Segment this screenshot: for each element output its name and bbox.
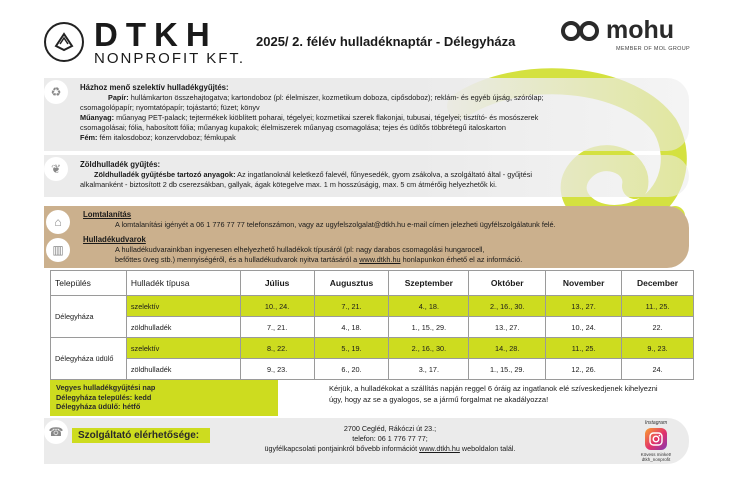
phone-icon: ☎ (44, 420, 68, 444)
date-cell: 6., 20. (314, 359, 389, 380)
paper-line (108, 93, 544, 103)
contact-info-post: weboldalon talál. (459, 444, 516, 453)
header-place: Település (51, 271, 127, 296)
selective-heading: Házhoz menő szelektív hulladékgyűjtés: (80, 83, 229, 92)
header-month: November (546, 271, 622, 296)
sofa-icon: ⌂ (46, 210, 70, 234)
type-cell: zöldhulladék (126, 359, 240, 380)
recycle-icon: ♻ (44, 80, 68, 104)
table-header-row (51, 271, 694, 296)
date-cell: 12., 26. (546, 359, 622, 380)
instagram-block[interactable] (636, 420, 676, 462)
date-cell: 3., 17. (389, 359, 469, 380)
header-month: Szeptember (389, 271, 469, 296)
waste-yard-text: A hulladékudvarainkban ingyenesen elhelyezhető hulladékok típusáról (pl: nagy darabos csomagolási hungarocell, (115, 245, 485, 254)
instagram-handle: dtkh_nonprofit (641, 457, 671, 462)
waste-yard-text-2 (115, 255, 522, 265)
date-cell: 4., 18. (314, 317, 389, 338)
date-cell: 7., 21. (314, 296, 389, 317)
date-cell: 7., 21. (240, 317, 314, 338)
waste-yard-text-pre: befőttes üveg stb.) mennyiségéről, és a hulladékudvarok nyitva tartásáról a (115, 255, 360, 264)
metal-line (80, 133, 236, 143)
contact-address: 2700 Cegléd, Rákóczi út 23.; (343, 424, 437, 433)
date-cell: 10., 24. (240, 296, 314, 317)
leaf-icon: ❦ (44, 157, 68, 181)
header-month: Október (469, 271, 546, 296)
plastic-label: Műanyag: (80, 113, 115, 122)
paper-text: hullámkarton összehajtogatva; kartondoboz (pl: élelmiszer, kozmetikum doboza, cipősdoboz); reklám- és egyéb újság, szórólap; (130, 93, 544, 102)
metal-text: fém italosdoboz; konzervdoboz; fémkupak (99, 133, 236, 142)
mohu-logo-icon (561, 20, 601, 42)
date-cell: 1., 15., 29. (389, 317, 469, 338)
contact-phone: telefon: 06 1 776 77 77; (352, 434, 428, 443)
date-cell: 13., 27. (469, 317, 546, 338)
green-text-2: alkalmanként - biztosított 2 db cserezsákban, gallyak, ágak kötegelve max. 1 m hosszúságig, max. 5 cm átmérőig helyezhetők ki. (80, 180, 497, 189)
green-line (94, 170, 532, 180)
waste-yard-text-post: honlapunkon érhető el az információ. (400, 255, 523, 264)
waste-yard-heading: Hulladékudvarok (83, 235, 146, 244)
date-cell: 10., 24. (546, 317, 622, 338)
contact-label: Szolgáltató elérhetősége: (72, 428, 210, 443)
collection-note: Kérjük, a hulladékokat a szállítás napján reggel 6 óráig az ingatlanok elé szíveskedjenek kihelyezni úgy, hogy az se a gyalogos, se a jármű forgalmat ne akadályozza! (329, 384, 658, 404)
collection-calendar-table (50, 270, 694, 380)
waste-yard-icon: ▥ (46, 238, 70, 262)
date-cell: 2., 16., 30. (469, 296, 546, 317)
place-cell: Délegyháza (51, 296, 127, 338)
date-cell: 13., 27. (546, 296, 622, 317)
mixed-waste-box (50, 380, 278, 416)
type-cell: zöldhulladék (126, 317, 240, 338)
page-title: 2025/ 2. félév hulladéknaptár - Délegyháza (256, 34, 516, 49)
type-cell: szelektív (126, 296, 240, 317)
header-type: Hulladék típusa (126, 271, 240, 296)
mohu-tagline: MEMBER OF MOL GROUP (616, 46, 690, 52)
mohu-logo-text: mohu (606, 16, 675, 44)
instagram-icon[interactable] (645, 428, 667, 450)
contact-details (240, 424, 540, 454)
type-cell: szelektív (126, 338, 240, 359)
green-text: Az ingatlanoknál keletkező falevél, fűnyesedék, gyom zsákolva, a szolgáltató által - gyűjtési (237, 170, 533, 179)
date-cell: 2., 16., 30. (389, 338, 469, 359)
plastic-text: műanyag PET-palack; tejtermékek kiöblített poharai, tégelyei; kozmetikai szerek flakonjai, tubusai, tégelyei; tisztító- és mosószerek (116, 113, 539, 122)
paper-text-2: csomagolópapír; nyomtatópapír; tojástartó; füzet; könyv (80, 103, 260, 112)
mixed-waste-line-3: Délegyháza üdülő: hétfő (56, 402, 141, 411)
contact-info-pre: ügyfélkapcsolati pontjainkról bővebb információt (264, 444, 420, 453)
date-cell: 11., 25. (622, 296, 694, 317)
bulky-heading: Lomtalanítás (83, 210, 132, 219)
table-row (51, 359, 694, 380)
contact-website-link[interactable]: www.dtkh.hu (419, 444, 460, 453)
dtkh-logo-icon (44, 22, 84, 62)
date-cell: 22. (622, 317, 694, 338)
header-month: Július (240, 271, 314, 296)
date-cell: 11., 25. (546, 338, 622, 359)
metal-label: Fém: (80, 133, 98, 142)
plastic-text-2: csomagolásai; fólia, habosított fólia; műanyag kupakok; élelmiszerek műanyag csomagolása; tejes és üdítős többrétegű italoskarton (80, 123, 506, 132)
mixed-waste-line-2: Délegyháza település: kedd (56, 392, 152, 402)
contact-info (240, 444, 540, 454)
date-cell: 1., 15., 29. (469, 359, 546, 380)
green-heading: Zöldhulladék gyűjtés: (80, 160, 161, 169)
table-row (51, 317, 694, 338)
header-month: December (622, 271, 694, 296)
instagram-label: Instagram (644, 420, 668, 426)
date-cell: 4., 18. (389, 296, 469, 317)
table-row (51, 296, 694, 317)
date-cell: 14., 28. (469, 338, 546, 359)
dtkh-logo-subtitle: NONPROFIT KFT. (94, 50, 246, 67)
header-month: Augusztus (314, 271, 389, 296)
paper-label: Papír: (108, 93, 129, 102)
dtkh-website-link[interactable]: www.dtkh.hu (359, 255, 401, 264)
date-cell: 9., 23. (622, 338, 694, 359)
date-cell: 24. (622, 359, 694, 380)
date-cell: 8., 22. (240, 338, 314, 359)
bulky-text: A lomtalanítási igényét a 06 1 776 77 77 telefonszámon, vagy az ugyfelszolgalat@dtkh.hu e-mail címen jelezheti ügyfélszolgálatunk felé. (115, 220, 556, 229)
dtkh-emblem-icon (46, 24, 82, 60)
table-row (51, 338, 694, 359)
date-cell: 5., 19. (314, 338, 389, 359)
plastic-line (80, 113, 538, 123)
instagram-caption: Kövess minket! (640, 452, 672, 457)
dtkh-logo-text: DTKH (94, 16, 218, 53)
mixed-waste-line-1: Vegyes hulladékgyűjtési nap (56, 383, 156, 392)
green-sub-label: Zöldhulladék gyűjtésbe tartozó anyagok: (94, 170, 236, 179)
date-cell: 9., 23. (240, 359, 314, 380)
place-cell: Délegyháza üdülő (51, 338, 127, 380)
